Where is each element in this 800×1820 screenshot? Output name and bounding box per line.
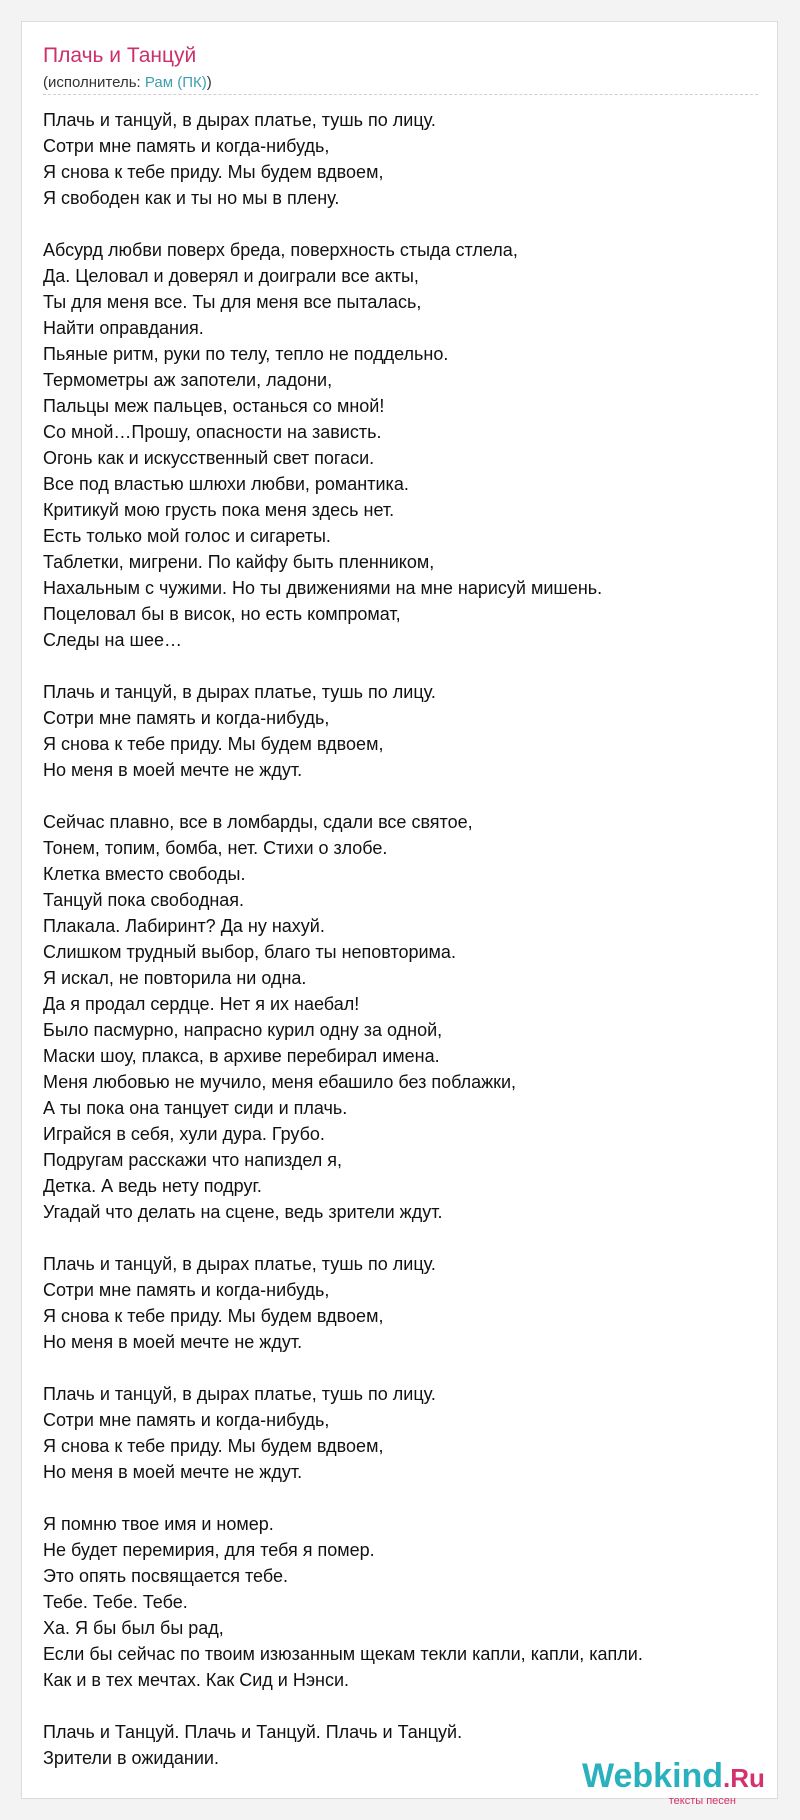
lyrics-line: Слишком трудный выбор, благо ты неповторима. — [43, 942, 456, 962]
lyrics-line: Тебе. Тебе. Тебе. — [43, 1592, 188, 1612]
lyrics-line: Маски шоу, плакса, в архиве перебирал имена. — [43, 1046, 440, 1066]
logo-tagline: тексты песен — [668, 1795, 736, 1807]
lyrics-line: Но меня в моей мечте не ждут. — [43, 1462, 303, 1482]
lyrics-line: Меня любовью не мучило, меня ебашило без поблажки, — [43, 1072, 517, 1092]
lyrics-line: Было пасмурно, напрасно курил одну за одной, — [43, 1020, 443, 1040]
logo-tld: .Ru — [723, 1763, 765, 1793]
page-card — [21, 21, 778, 1807]
lyrics-line: Нахальным с чужими. Но ты движениями на мне нарисуй мишень. — [43, 578, 603, 598]
artist-line — [43, 74, 212, 91]
lyrics-stanza — [43, 1251, 643, 1355]
lyrics-line: Пальцы меж пальцев, останься со мной! — [43, 396, 385, 416]
lyrics-stanza — [43, 1381, 643, 1485]
lyrics-line: Ха. Я бы был бы рад, — [43, 1618, 224, 1638]
lyrics-stanza — [43, 679, 643, 783]
lyrics-line: Но меня в моей мечте не ждут. — [43, 760, 303, 780]
lyrics-line: Я свободен как и ты но мы в плену. — [43, 188, 340, 208]
lyrics-line: Зрители в ожидании. — [43, 1748, 219, 1768]
lyrics-line: Плачь и танцуй, в дырах платье, тушь по лицу. — [43, 1254, 436, 1274]
lyrics-line: Я снова к тебе приду. Мы будем вдвоем, — [43, 162, 384, 182]
lyrics-line: Танцуй пока свободная. — [43, 890, 245, 910]
lyrics-line: Сотри мне память и когда-нибудь, — [43, 1280, 330, 1300]
lyrics-line: Как и в тех мечтах. Как Сид и Нэнси. — [43, 1670, 350, 1690]
lyrics-line: Плачь и Танцуй. Плачь и Танцуй. Плачь и Танцуй. — [43, 1722, 463, 1742]
artist-link[interactable]: Рам (ПК) — [144, 74, 207, 91]
lyrics-line: Критикуй мою грусть пока меня здесь нет. — [43, 500, 395, 520]
lyrics-line: Сотри мне память и когда-нибудь, — [43, 1410, 330, 1430]
logo-wordmark — [582, 1757, 765, 1797]
lyrics-stanza — [43, 809, 643, 1225]
lyrics-line: Подругам расскажи что напиздел я, — [43, 1150, 343, 1170]
lyrics-line: Плачь и танцуй, в дырах платье, тушь по лицу. — [43, 110, 436, 130]
lyrics-line: Поцеловал бы в висок, но есть компромат, — [43, 604, 401, 624]
lyrics-line: Термометры аж запотели, ладони, — [43, 370, 333, 390]
lyrics-line: Я искал, не повторила ни одна. — [43, 968, 307, 988]
lyrics-stanza — [43, 1719, 643, 1771]
lyrics-line: Со мной…Прошу, опасности на зависть. — [43, 422, 382, 442]
lyrics-line: Да. Целовал и доверял и доиграли все акты, — [43, 266, 419, 286]
lyrics-line: Сейчас плавно, все в ломбарды, сдали все святое, — [43, 812, 473, 832]
lyrics-line: А ты пока она танцует сиди и плачь. — [43, 1098, 348, 1118]
title-divider — [43, 94, 758, 95]
lyrics-stanza — [43, 237, 643, 653]
lyrics-line: Плакала. Лабиринт? Да ну нахуй. — [43, 916, 325, 936]
lyrics-line: Сотри мне память и когда-нибудь, — [43, 708, 330, 728]
site-logo[interactable] — [582, 1757, 782, 1807]
lyrics-line: Да я продал сердце. Нет я их наебал! — [43, 994, 360, 1014]
lyrics-line: Если бы сейчас по твоим изюзанным щекам текли капли, капли, капли. — [43, 1644, 643, 1664]
lyrics-line: Плачь и танцуй, в дырах платье, тушь по лицу. — [43, 1384, 436, 1404]
artist-prefix: (исполнитель: — [43, 74, 145, 91]
lyrics-line: Огонь как и искусственный свет погаси. — [43, 448, 375, 468]
lyrics-line: Но меня в моей мечте не ждут. — [43, 1332, 303, 1352]
lyrics-body — [43, 107, 643, 1771]
lyrics-line: Это опять посвящается тебе. — [43, 1566, 288, 1586]
artist-suffix: ) — [206, 74, 212, 91]
lyrics-line: Я снова к тебе приду. Мы будем вдвоем, — [43, 734, 384, 754]
lyrics-line: Я снова к тебе приду. Мы будем вдвоем, — [43, 1306, 384, 1326]
lyrics-line: Все под властью шлюхи любви, романтика. — [43, 474, 409, 494]
lyrics-line: Таблетки, мигрени. По кайфу быть пленником, — [43, 552, 435, 572]
lyrics-line: Играйся в себя, хули дура. Грубо. — [43, 1124, 325, 1144]
lyrics-line: Тонем, топим, бомба, нет. Стихи о злобе. — [43, 838, 388, 858]
lyrics-line: Следы на шее… — [43, 630, 182, 650]
lyrics-line: Есть только мой голос и сигареты. — [43, 526, 331, 546]
lyrics-line: Абсурд любви поверх бреда, поверхность стыда стлела, — [43, 240, 518, 260]
lyrics-line: Клетка вместо свободы. — [43, 864, 246, 884]
lyrics-line: Я помню твое имя и номер. — [43, 1514, 274, 1534]
lyrics-stanza — [43, 1511, 643, 1693]
lyrics-line: Детка. А ведь нету подруг. — [43, 1176, 262, 1196]
lyrics-line: Найти оправдания. — [43, 318, 204, 338]
lyrics-line: Ты для меня все. Ты для меня все пыталась, — [43, 292, 422, 312]
lyrics-line: Я снова к тебе приду. Мы будем вдвоем, — [43, 1436, 384, 1456]
lyrics-line: Плачь и танцуй, в дырах платье, тушь по лицу. — [43, 682, 436, 702]
lyrics-line: Сотри мне память и когда-нибудь, — [43, 136, 330, 156]
lyrics-line: Не будет перемирия, для тебя я помер. — [43, 1540, 375, 1560]
lyrics-line: Угадай что делать на сцене, ведь зрители ждут. — [43, 1202, 443, 1222]
song-title: Плачь и Танцуй — [43, 44, 197, 67]
logo-word: Webkind — [582, 1757, 724, 1795]
lyrics-stanza — [43, 107, 643, 211]
lyrics-line: Пьяные ритм, руки по телу, тепло не поддельно. — [43, 344, 449, 364]
